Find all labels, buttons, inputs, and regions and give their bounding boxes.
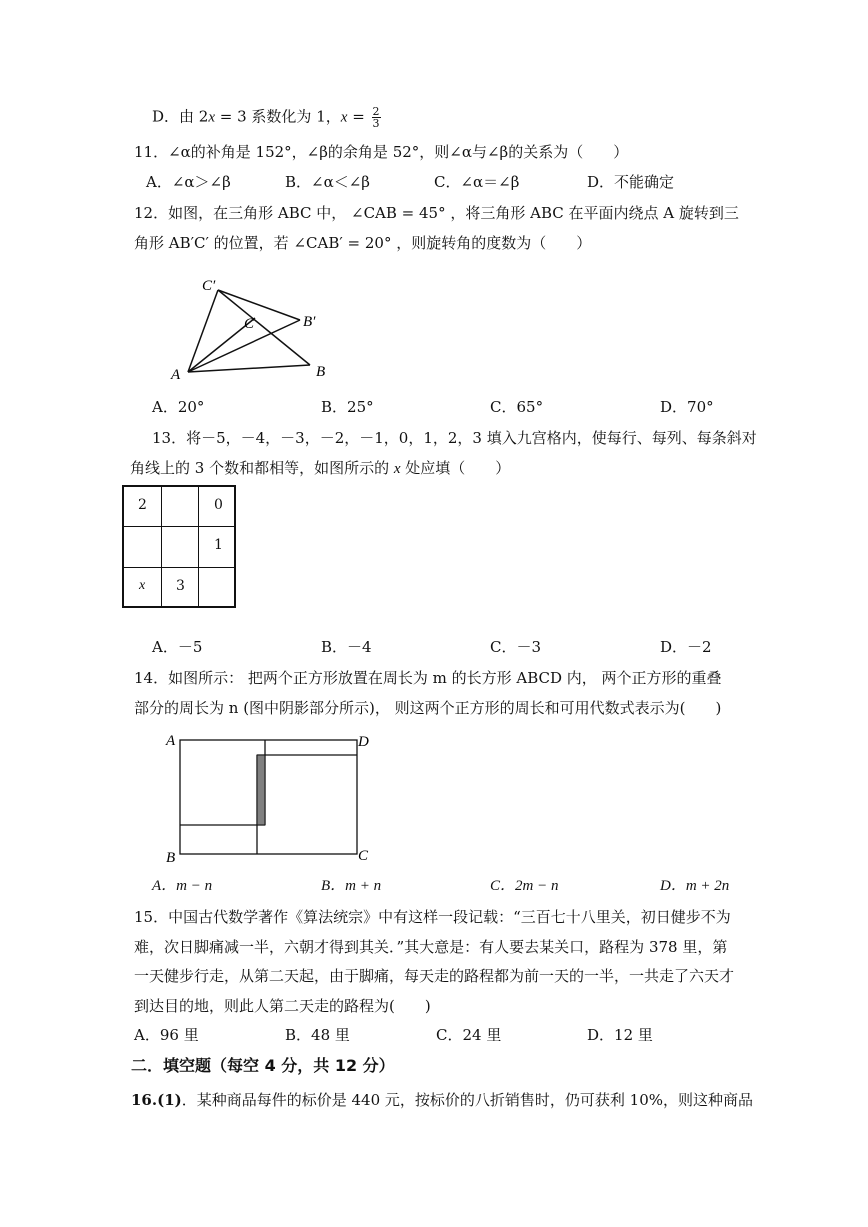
q10-optd-var2: x	[340, 109, 348, 126]
grid-cell: 1	[214, 537, 223, 553]
q12-option-c: C．65°	[490, 398, 544, 416]
q13-grid	[122, 485, 236, 608]
q14-rectangle-figure	[160, 728, 380, 868]
fraction-numerator: 2	[372, 105, 380, 118]
label-c-prime: C′	[202, 278, 216, 294]
grid-line	[124, 567, 234, 568]
q15-stem-line4: 到达目的地，则此人第二天走的路程为( )	[134, 997, 431, 1015]
grid-line	[198, 487, 199, 606]
grid-line	[124, 526, 234, 527]
q13-option-a: A．－5	[152, 638, 203, 656]
label-c: C	[358, 848, 369, 864]
grid-cell: 2	[138, 497, 147, 513]
q15-option-a: A．96 里	[134, 1026, 199, 1044]
q13-line2-text: 角线上的 3 个数和都相等，如图所示的	[130, 459, 394, 477]
q10-optd-eq: =	[347, 107, 370, 126]
label-b: B	[166, 850, 176, 866]
q14-option-d: D．m + 2n	[660, 878, 730, 894]
q14-option-c: C．2m − n	[490, 878, 559, 894]
q13-stem-line1: 13．将－5，－4，－3，－2，－1，0，1，2，3 填入九宫格内，使每行、每列、每条斜对	[152, 429, 757, 447]
label-d: D	[358, 734, 369, 750]
q13-option-d: D．－2	[660, 638, 712, 656]
q15-stem-line3: 一天健步行走，从第二天起，由于脚痛，每天走的路程都为前一天的一半，一共走了六天才	[134, 967, 735, 985]
q12-stem-line2: 角形 AB′C′ 的位置，若 ∠CAB′ = 20° ，则旋转角的度数为（ ）	[134, 234, 592, 252]
q12-option-a: A．20°	[152, 398, 205, 416]
q14-option-b: B．m + n	[321, 878, 382, 894]
q13-line2-var: x	[393, 461, 401, 477]
q13-option-b: B．－4	[321, 638, 372, 656]
q12-triangle-figure	[160, 270, 340, 385]
grid-cell: 3	[176, 578, 185, 594]
q10-optd-var: x	[208, 109, 216, 126]
label-b-prime: B′	[303, 314, 316, 330]
label-a: A	[166, 733, 176, 749]
q12-option-d: D．70°	[660, 398, 714, 416]
label-a: A	[171, 367, 181, 383]
q10-optd-fraction	[372, 106, 381, 129]
q10-option-d	[152, 106, 381, 129]
q16-stem	[131, 1090, 753, 1110]
label-b: B	[316, 364, 326, 380]
q14-stem-line1: 14．如图所示： 把两个正方形放置在周长为 m 的长方形 ABCD 内， 两个正方形的重叠	[134, 669, 722, 687]
q11-option-c: C．∠α＝∠β	[434, 173, 520, 191]
q11-option-b: B．∠α＜∠β	[285, 173, 370, 191]
q13-line2-text-end: 处应填（ ）	[400, 459, 511, 477]
q14-stem-line2: 部分的周长为 n (图中阴影部分所示)， 则这两个正方形的周长和可用代数式表示为( )	[134, 699, 722, 717]
q11-option-a: A．∠α＞∠β	[146, 173, 231, 191]
q11-stem: 11．∠α的补角是 152°，∠β的余角是 52°，则∠α与∠β的关系为（ ）	[134, 143, 629, 161]
label-c: C	[244, 316, 255, 332]
q15-option-d: D．12 里	[587, 1026, 653, 1044]
q13-stem-line2	[130, 458, 510, 479]
q10-optd-prefix: D．由 2	[152, 107, 209, 126]
q10-optd-mid: = 3 系数化为 1，	[215, 107, 341, 126]
q16-number: 16.(1)	[131, 1091, 182, 1109]
q12-option-b: B．25°	[321, 398, 374, 416]
q15-stem-line1: 15．中国古代数学著作《算法统宗》中有这样一段记载：“三百七十八里关，初日健步不为	[134, 908, 731, 926]
section-heading: 二．填空题（每空 4 分，共 12 分）	[131, 1056, 395, 1075]
fraction-denominator: 3	[372, 117, 380, 130]
grid-line	[161, 487, 162, 606]
grid-cell: x	[139, 578, 146, 593]
q16-text: ．某种商品每件的标价是 440 元，按标价的八折销售时，仍可获利 10%，则这种商品	[181, 1091, 754, 1109]
q15-stem-line2: 难，次日脚痛减一半，六朝才得到其关．”其大意是：有人要去某关口，路程为 378 里，第	[134, 938, 728, 956]
q13-option-c: C．－3	[490, 638, 542, 656]
q15-option-b: B．48 里	[285, 1026, 350, 1044]
q14-option-a: A．m − n	[152, 878, 213, 894]
q15-option-c: C．24 里	[436, 1026, 502, 1044]
q12-stem-line1: 12．如图，在三角形 ABC 中， ∠CAB = 45° ，将三角形 ABC 在平面内绕点 A 旋转到三	[134, 204, 739, 222]
grid-cell: 0	[214, 497, 223, 513]
q11-option-d: D．不能确定	[587, 173, 675, 191]
overlap-shading	[257, 755, 265, 825]
